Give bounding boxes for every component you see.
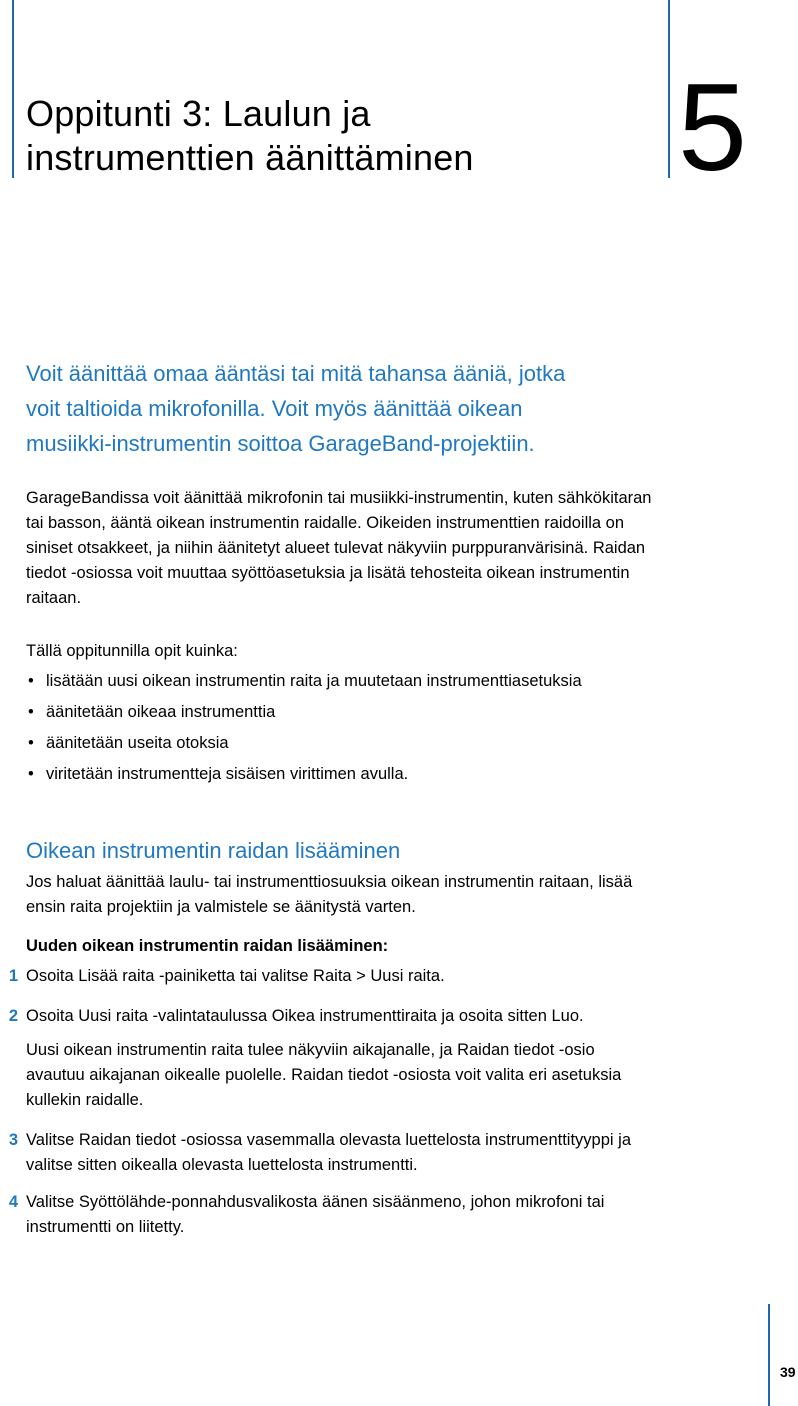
step-result-text: Uusi oikean instrumentin raita tulee näkyviin aikajanalle, ja Raidan tiedot -osio avautuu aikajanan oikealle puolelle. Raidan tiedot -osiosta voit valita eri asetuksia kullekin raidalle. [26, 1041, 622, 1109]
chapter-title-line-2: instrumenttien äänittäminen [26, 137, 474, 178]
left-chapter-rule [12, 0, 14, 178]
list-item: • viritetään instrumentteja sisäisen virittimen avulla. [26, 759, 582, 790]
procedure-title: Uuden oikean instrumentin raidan lisääminen: [26, 937, 389, 955]
step-text: Osoita Uusi raita -valintataulussa Oikea instrumenttiraita ja osoita sitten Luo. [26, 1007, 584, 1025]
chapter-number: 5 [678, 59, 747, 197]
step-number: 4 [8, 1193, 18, 1211]
section-paragraph [26, 870, 766, 920]
bullet-icon: • [28, 703, 34, 721]
text-line: ensin raita projektiin ja valmistele se äänitystä varten. [26, 898, 416, 916]
list-item: • lisätään uusi oikean instrumentin raita ja muutetaan instrumenttiasetuksia [26, 666, 582, 697]
text-line: siniset otsakkeet, ja niihin äänitetyt alueet tulevat näkyviin purppuranvärisinä. Raidan [26, 539, 646, 557]
step-number: 3 [8, 1131, 18, 1149]
body-paragraph [26, 486, 766, 611]
text-line: tai basson, ääntä oikean instrumentin raidalle. Oikeiden instrumenttien raidoilla on [26, 514, 625, 532]
step-text: Valitse Syöttölähde-ponnahdusvalikosta äänen sisäänmeno, johon mikrofoni tai instrumentti on liitetty. [26, 1193, 605, 1236]
step-number: 1 [8, 967, 18, 985]
section-heading: Oikean instrumentin raidan lisääminen [26, 838, 401, 863]
step-text: Valitse Raidan tiedot -osiossa vasemmalla olevasta luettelosta instrumenttityyppi ja valitse sitten oikealla olevasta luettelosta instrumentti. [26, 1131, 631, 1174]
list-item: • äänitetään oikeaa instrumenttia [26, 697, 582, 728]
bullet-icon: • [28, 734, 34, 752]
text-line: Jos haluat äänittää laulu- tai instrumenttiosuuksia oikean instrumentin raitaan, lisää [26, 873, 633, 891]
text-line: GarageBandissa voit äänittää mikrofonin tai musiikki-instrumentin, kuten sähkökitaran [26, 489, 652, 507]
lesson-goals-intro: Tällä oppitunnilla opit kuinka: [26, 642, 238, 660]
right-chapter-rule [668, 0, 670, 178]
list-item: • äänitetään useita otoksia [26, 728, 582, 759]
text-line: raitaan. [26, 589, 82, 607]
chapter-intro [26, 356, 746, 461]
lesson-goals-list [26, 666, 582, 790]
chapter-title-line-1: Oppitunti 3: Laulun ja [26, 93, 371, 134]
chapter-title [26, 92, 474, 180]
intro-line: musiikki-instrumentin soittoa GarageBand-projektiin. [26, 431, 535, 456]
step-text: Osoita Lisää raita -painiketta tai valitse Raita > Uusi raita. [26, 967, 445, 985]
intro-line: Voit äänittää omaa ääntäsi tai mitä tahansa ääniä, jotka [26, 361, 566, 386]
text-line: tiedot -osiossa voit muuttaa syöttöasetuksia ja lisätä tehosteita oikean instrumentin [26, 564, 630, 582]
intro-line: voit taltioida mikrofonilla. Voit myös äänittää oikean [26, 396, 523, 421]
bullet-icon: • [28, 672, 34, 690]
page-number: 39 [780, 1364, 796, 1380]
step-number: 2 [8, 1007, 18, 1025]
bullet-icon: • [28, 765, 34, 783]
page-number-rule [768, 1304, 770, 1406]
